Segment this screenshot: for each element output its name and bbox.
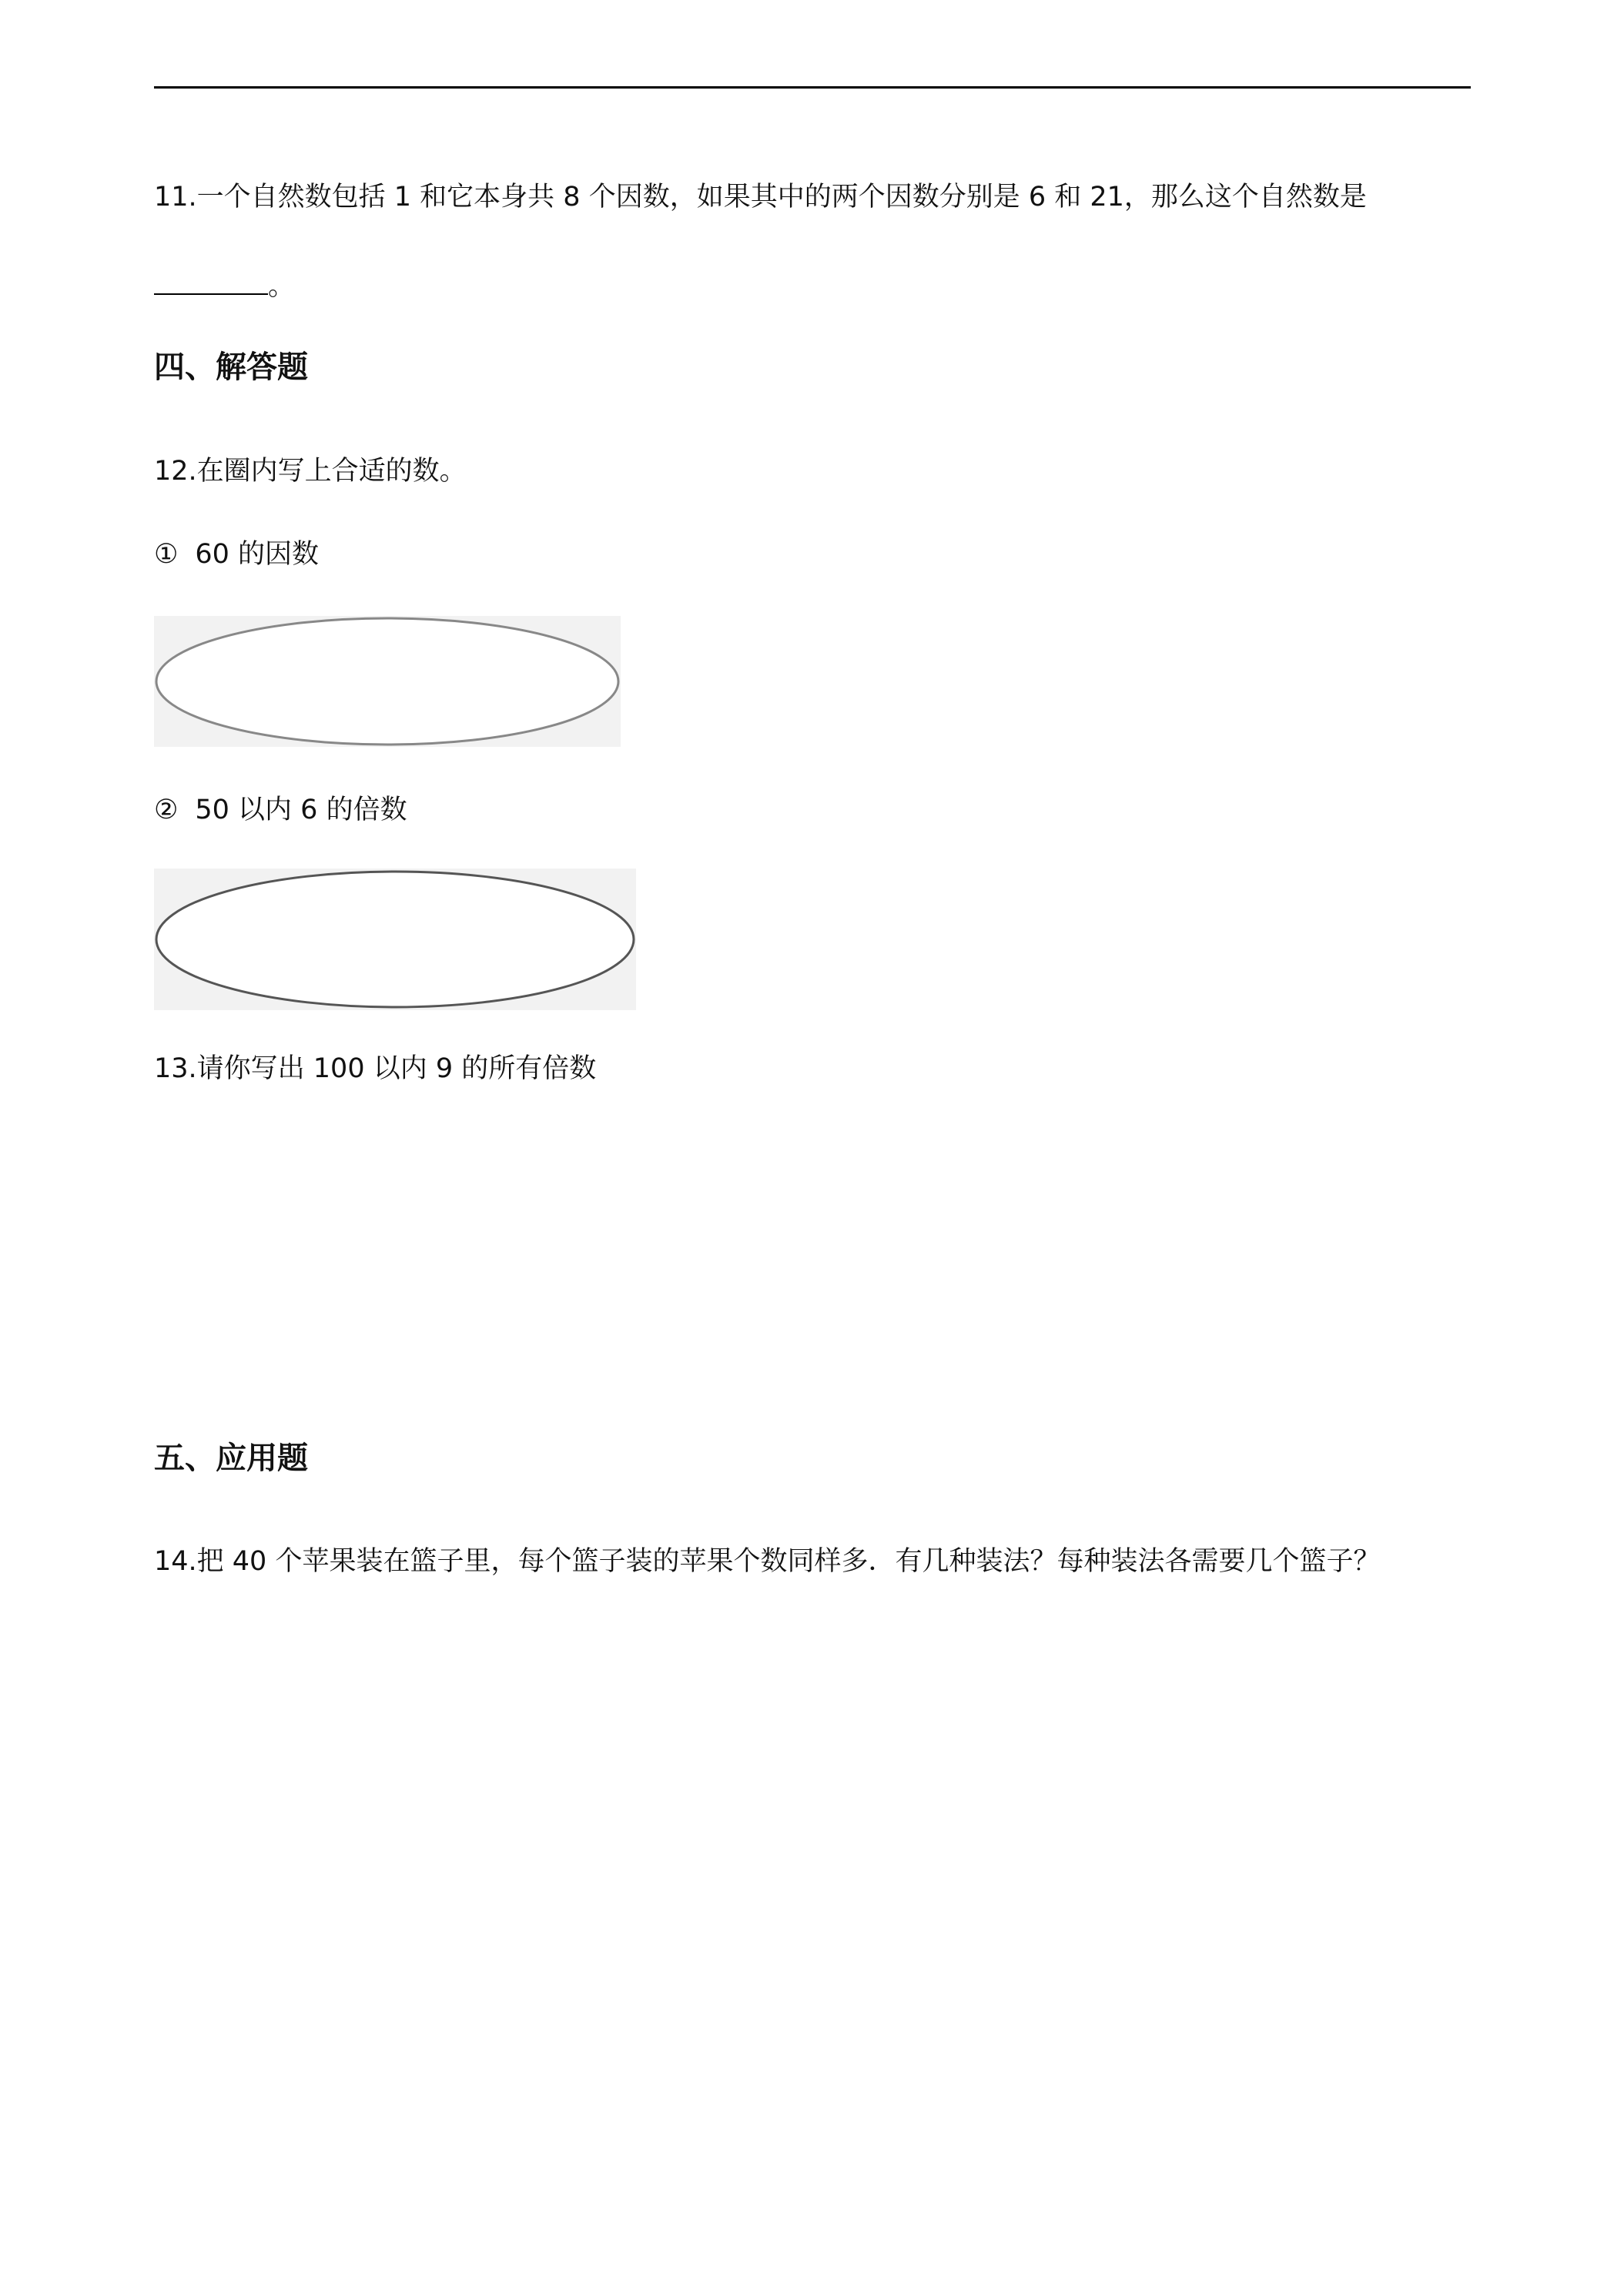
circled-number-1: ① xyxy=(154,539,179,570)
question-12-part-2 xyxy=(154,792,407,828)
part-2-label: 50 以内 6 的倍数 xyxy=(195,795,407,825)
question-14 xyxy=(154,1543,1380,1580)
oval-shape xyxy=(154,616,621,747)
section-heading-4: 四、解答题 xyxy=(154,350,308,385)
factor-oval-box[interactable] xyxy=(154,616,621,747)
question-12-text: 12.在圈内写上合适的数。 xyxy=(154,456,467,487)
multiple-oval-box[interactable] xyxy=(154,869,636,1010)
question-14-text: 14.把 40 个苹果装在篮子里，每个篮子装的苹果个数同样多．有几种装法？每种装法各需要几个篮子？ xyxy=(154,1546,1381,1577)
answer-blank[interactable] xyxy=(154,269,268,295)
question-13 xyxy=(154,1050,596,1087)
question-13-text: 13.请你写出 100 以内 9 的所有倍数 xyxy=(154,1053,597,1084)
question-11-answer-line xyxy=(154,268,295,305)
question-11-tail: 。 xyxy=(268,271,296,302)
part-1-label: 60 的因数 xyxy=(195,539,320,570)
question-12 xyxy=(154,453,467,490)
header-rule xyxy=(154,86,1471,89)
question-11 xyxy=(154,179,1367,216)
circled-number-2: ② xyxy=(154,795,179,825)
question-11-text: 11.一个自然数包括 1 和它本身共 8 个因数，如果其中的两个因数分别是 6 和 21，那么这个自然数是 xyxy=(154,182,1367,213)
oval-shape xyxy=(154,869,636,1010)
section-heading-5: 五、应用题 xyxy=(154,1441,308,1476)
question-12-part-1 xyxy=(154,536,319,573)
